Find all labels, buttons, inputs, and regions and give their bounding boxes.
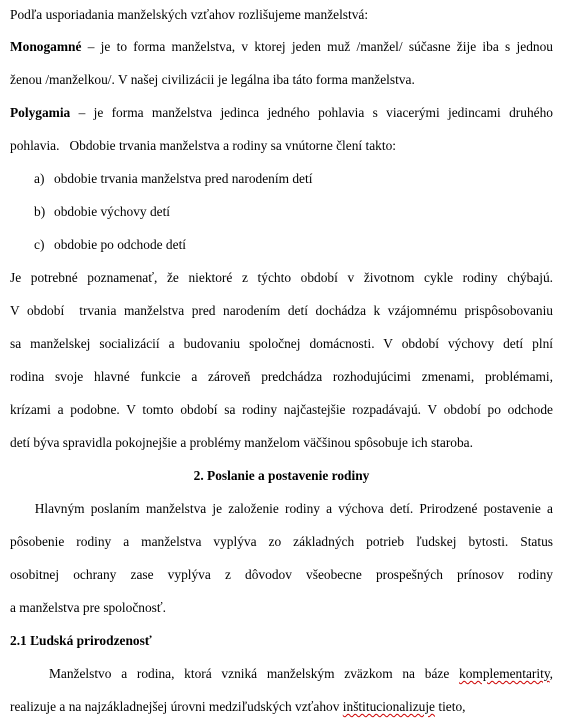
paragraph-1-line: detí býva spravidla pokojnejšie a problémy manželom väčšinou spôsobuje ich staroba. — [10, 435, 473, 450]
list-item — [34, 237, 514, 253]
paragraph-2-line: osobitnej ochrany zase vyplýva z dôvodov všeobecne prospešných prínosov rodiny — [10, 567, 553, 582]
paragraph-2-line: pôsobenie rodiny a manželstva vyplýva zo základných potrieb ľudskej bytosti. Status — [10, 534, 553, 549]
paragraph-3-text: Manželstvo a rodina, ktorá vzniká manželským zväzkom na báze — [10, 666, 460, 681]
monogamy-definition: – je to forma manželstva, v ktorej jeden muž /manžel/ súčasne žije iba s jednou — [81, 39, 553, 54]
monogamy-term: Monogamné — [10, 39, 82, 54]
paragraph-3-text: realizuje a na najzákladnejšej úrovni medziľudských vzťahov — [10, 699, 343, 714]
monogamy-line-1 — [10, 39, 553, 55]
list-text: obdobie po odchode detí — [54, 237, 187, 252]
list-text: obdobie trvania manželstva pred narodením detí — [54, 171, 313, 186]
list-marker: b) — [34, 204, 46, 219]
polygamy-line-1 — [10, 105, 553, 121]
list-item — [34, 171, 514, 187]
paragraph-2-line: a manželstva pre spoločnosť. — [10, 600, 166, 615]
spellcheck-word: inštitucionalizuje — [342, 699, 436, 714]
paragraph-3-line-2 — [10, 699, 553, 715]
spellcheck-word: komplementarity — [459, 666, 550, 681]
paragraph-3-line-1 — [10, 666, 553, 682]
list-item — [34, 204, 514, 220]
paragraph-1-line: Je potrebné poznamenať, že niektoré z týchto období v životnom cykle rodiny chýbajú. — [10, 270, 553, 285]
list-marker: a) — [34, 171, 45, 186]
polygamy-definition: – je forma manželstva jedinca jedného pohlavia s viacerými jedincami druhého — [70, 105, 553, 120]
section-heading-2: 2. Poslanie a postavenie rodiny — [193, 468, 370, 483]
paragraph-3-text: , — [549, 666, 553, 681]
section-heading-2-1: 2.1 Ľudská prirodzenosť — [10, 633, 152, 648]
polygamy-line-2: pohlavia. Obdobie trvania manželstva a rodiny sa vnútorne člení takto: — [10, 138, 396, 153]
intro-line: Podľa usporiadania manželských vzťahov rozlišujeme manželstvá: — [10, 7, 369, 22]
monogamy-line-2: ženou /manželkou/. V našej civilizácii je legálna iba táto forma manželstva. — [10, 72, 415, 87]
paragraph-2-line: Hlavným poslaním manželstva je založenie rodiny a výchova detí. Prirodzené postavenie a — [10, 501, 553, 516]
list-marker: c) — [34, 237, 45, 252]
list-text: obdobie výchovy detí — [54, 204, 171, 219]
paragraph-1-line: krízami a podobne. V tomto období sa rodiny najčastejšie rozpadávajú. V období po odchode — [10, 402, 553, 417]
polygamy-term: Polygamia — [10, 105, 71, 120]
paragraph-1-line: V období trvania manželstva pred narodením detí dochádza k vzájomnému prispôsobovaniu — [10, 303, 553, 318]
paragraph-1-line: sa manželskej socializácií a budovaniu spoločnej domácnosti. V období výchovy detí plní — [10, 336, 553, 351]
paragraph-1-line: rodina svoje hlavné funkcie a zároveň predchádza rozhodujúcimi zmenami, problémami, — [10, 369, 553, 384]
paragraph-3-text: tieto, — [435, 699, 466, 714]
